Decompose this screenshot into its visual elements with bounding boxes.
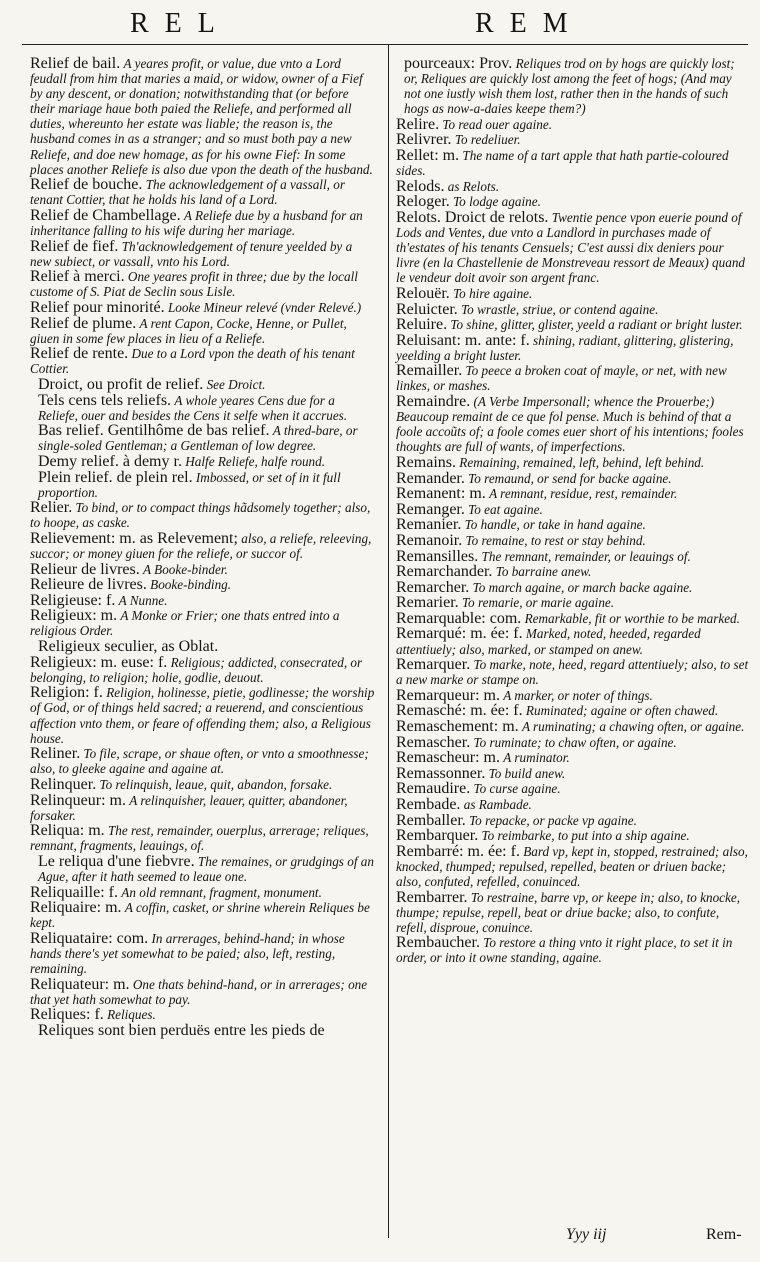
- dictionary-entry: [396, 564, 750, 579]
- entry-definition: To barraine anew.: [495, 564, 592, 580]
- entry-headword: Remains.: [396, 453, 456, 471]
- entry-headword: Rembarquer.: [396, 827, 479, 845]
- entry-headword: Relieur de livres.: [30, 560, 140, 578]
- entry-headword: Remarquable: com.: [396, 609, 522, 627]
- dictionary-entry: [30, 393, 376, 423]
- entry-definition: To file, scrape, or shaue often, or vnto a smoothnesse; also, to gleeke againe and againe at.: [30, 746, 369, 777]
- entry-headword: Remarquer.: [396, 656, 471, 674]
- entry-definition: A ruminating; a chawing often, or againe.: [521, 719, 745, 735]
- entry-definition: To build anew.: [488, 765, 566, 781]
- dictionary-entry: [396, 210, 750, 285]
- entry-headword: Relief de plume.: [30, 314, 137, 332]
- dictionary-entry: [30, 562, 376, 577]
- entry-definition: To repacke, or packe vp againe.: [469, 812, 637, 828]
- entry-definition: A remnant, residue, rest, remainder.: [489, 486, 678, 502]
- dictionary-entry: [396, 148, 750, 178]
- entry-definition: See Droict.: [206, 376, 266, 392]
- entry-definition: To reimbarke, to put into a ship againe.: [481, 828, 690, 844]
- entry-definition: The rest, remainder, ouerplus, arrerage; reliques, remnant, fragments, leauings, of.: [30, 823, 369, 854]
- dictionary-entry: [396, 363, 750, 393]
- dictionary-entry: [396, 595, 750, 610]
- entry-headword: Reloger.: [396, 193, 450, 211]
- dictionary-entry: [396, 935, 750, 965]
- dictionary-entry: [30, 177, 376, 207]
- entry-definition: Booke-binding.: [150, 577, 232, 593]
- dictionary-entry: [30, 655, 376, 685]
- dictionary-entry: [396, 890, 750, 935]
- entry-headword: Rembaucher.: [396, 934, 480, 952]
- dictionary-entry: [396, 797, 750, 812]
- dictionary-entry: [396, 611, 750, 626]
- entry-headword: Remascheur: m.: [396, 749, 500, 767]
- dictionary-entry: [396, 486, 750, 501]
- entry-definition: The remaines, or grudgings of an Ague, after it hath seemed to leaue one.: [38, 853, 374, 884]
- dictionary-entry: [30, 577, 376, 592]
- entry-definition: Bard vp, kept in, stopped, restrained; also, knocked, thumped; repulsed, repelled, beaten or driuen backe; also, confuted, refelled, conuinced.: [396, 843, 748, 889]
- entry-definition: To bind, or to compact things hãdsomely together; also, to hoope, as caske.: [30, 500, 371, 531]
- dictionary-entry: [30, 470, 376, 500]
- entry-definition: A thred-bare, or single-soled Gentleman; a Gentleman of low degree.: [38, 423, 358, 454]
- dictionary-entry: [30, 377, 376, 392]
- entry-definition: A Monke or Frier; one thats entred into a religious Order.: [30, 608, 340, 639]
- dictionary-entry: [30, 208, 376, 238]
- dictionary-entry: [30, 793, 376, 823]
- entry-definition: The name of a tart apple that hath partie-coloured sides.: [396, 148, 729, 179]
- entry-definition: To redeliuer.: [454, 132, 521, 148]
- dictionary-entry: [396, 735, 750, 750]
- entry-headword: Religieux: m. euse: f.: [30, 653, 168, 671]
- entry-headword: Relief de Chambellage.: [30, 206, 181, 224]
- dictionary-entry: [396, 580, 750, 595]
- entry-headword: Demy relief. à demy r.: [38, 452, 182, 470]
- dictionary-entry: [396, 302, 750, 317]
- entry-definition: One thats behind-hand, or in arrerages; one that yet hath somewhat to pay.: [30, 976, 368, 1007]
- entry-headword: Remanier.: [396, 516, 462, 534]
- entry-headword: Reliquaire: m.: [30, 899, 122, 917]
- entry-headword: Relouër.: [396, 284, 450, 302]
- entry-headword: Remarier.: [396, 594, 459, 612]
- dictionary-entry: [396, 626, 750, 656]
- entry-definition: To handle, or take in hand againe.: [464, 517, 646, 533]
- running-head-left: REL: [130, 8, 231, 39]
- entry-headword: Relire.: [396, 115, 440, 133]
- entry-headword: Remaudire.: [396, 780, 471, 798]
- entry-headword: Rembarrer.: [396, 888, 468, 906]
- dictionary-entry: [396, 317, 750, 332]
- entry-definition: Th'acknowledgement of tenure yeelded by a new subiect, or vassall, vnto his Lord.: [30, 238, 353, 269]
- signature-mark: Yyy iij: [566, 1226, 607, 1243]
- entry-headword: Remailler.: [396, 362, 463, 380]
- entry-headword: Relief de bouche.: [30, 176, 143, 194]
- dictionary-entry: [396, 56, 750, 116]
- entry-definition: To lodge againe.: [453, 194, 541, 210]
- entry-headword: Remanger.: [396, 500, 465, 518]
- dictionary-entry: [30, 316, 376, 346]
- entry-headword: Remanent: m.: [396, 485, 486, 503]
- entry-definition: Imbossed, or set of in it full proportion.: [38, 469, 341, 500]
- dictionary-entry: [396, 179, 750, 194]
- dictionary-entry: [30, 531, 376, 561]
- dictionary-entry: [30, 239, 376, 269]
- entry-definition: A marker, or noter of things.: [503, 687, 653, 703]
- dictionary-entry: [30, 454, 376, 469]
- dictionary-entry: [396, 132, 750, 147]
- dictionary-entry: [396, 455, 750, 470]
- dictionary-entry: [396, 471, 750, 486]
- entry-definition: An old remnant, fragment, monument.: [121, 884, 322, 900]
- entry-definition: A yeares profit, or value, due vnto a Lord feudall from him that maries a maid, or widow, owner of a Fief by any descent, or donation; notwithstanding that (or before their mariage haue both paied the Reliefe, and performed all duties, whereunto her estate was liable; the reason is, the husband comes in as a stranger; and so must both pay a new Reliefe, and doe new homage, as for his owne Fief: In some places another Reliefe is also due vpon the death of the husband.: [30, 56, 373, 177]
- entry-definition: To marke, note, heed, regard attentiuely; also, to set a new marke or stampe on.: [396, 657, 749, 688]
- entry-definition: To ruminate; to chaw often, or againe.: [473, 734, 677, 750]
- entry-definition: A ruminator.: [503, 750, 570, 766]
- entry-headword: Remarqué: m. ée: f.: [396, 625, 523, 643]
- entry-definition: Due to a Lord vpon the death of his tenant Cottier.: [30, 346, 355, 377]
- dictionary-entry: [30, 1007, 376, 1022]
- dictionary-entry: [30, 423, 376, 453]
- entry-headword: Reluicter.: [396, 300, 458, 318]
- entry-headword: Remaindre.: [396, 393, 471, 411]
- entry-definition: To curse againe.: [473, 781, 561, 797]
- dictionary-entry: [396, 502, 750, 517]
- entry-definition: To march againe, or march backe againe.: [472, 579, 693, 595]
- dictionary-entry: [30, 900, 376, 930]
- entry-headword: Relievement: m. as Relevement;: [30, 529, 238, 547]
- entry-definition: Ruminated; againe or often chawed.: [525, 703, 719, 719]
- entry-headword: Relinqueur: m.: [30, 791, 126, 809]
- entry-headword: Reliques: f.: [30, 1006, 104, 1024]
- entry-definition: also, a reliefe, releeving, succor; or money giuen for the reliefe, or succor of.: [30, 530, 372, 561]
- entry-headword: Plein relief. de plein rel.: [38, 468, 193, 486]
- entry-definition: To remarie, or marie againe.: [461, 595, 615, 611]
- entry-headword: Remarchander.: [396, 563, 493, 581]
- entry-definition: Looke Mineur relevé (vnder Relevé.): [167, 300, 362, 315]
- entry-headword: Rellet: m.: [396, 147, 460, 165]
- dictionary-entry: [396, 828, 750, 843]
- entry-headword: Reluire.: [396, 316, 448, 334]
- entry-headword: Reliqua: m.: [30, 822, 105, 840]
- entry-headword: Remander.: [396, 469, 465, 487]
- dictionary-entry: [396, 533, 750, 548]
- dictionary-entry: [396, 549, 750, 564]
- dictionary-entry: [396, 286, 750, 301]
- entry-headword: Relieure de livres.: [30, 576, 147, 594]
- entry-headword: Relief pour minorité.: [30, 299, 165, 316]
- dictionary-entry: [30, 746, 376, 776]
- entry-headword: Remballer.: [396, 811, 466, 829]
- entry-definition: To relinquish, leaue, quit, abandon, forsake.: [99, 776, 333, 792]
- dictionary-entry: [30, 685, 376, 745]
- entry-headword: Reliner.: [30, 745, 81, 763]
- entry-definition: A whole yeares Cens due for a Reliefe, ouer and besides the Cens it selfe when it accrues.: [38, 392, 348, 423]
- dictionary-entry: [396, 688, 750, 703]
- entry-definition: Twentie pence vpon euerie pound of Lods and Ventes, due vnto a Landlord in purchases made of th'estates of his tenants Censuels; C'est aussi dix deniers pour livre (en la Chastellenie de Monstreveau ressort de Meaux) quand le vendeur doit avoir son argent franc.: [396, 209, 746, 286]
- entry-headword: Reliquateur: m.: [30, 975, 130, 993]
- dictionary-entry: [396, 657, 750, 687]
- dictionary-entry: [30, 639, 376, 654]
- entry-headword: Remanoir.: [396, 531, 463, 549]
- dictionary-entry: [30, 269, 376, 299]
- entry-definition: Remaining, remained, left, behind, left behind.: [459, 454, 705, 470]
- entry-headword: Droict, ou profit de relief.: [38, 375, 204, 393]
- entry-definition: To shine, glitter, glister, yeeld a radiant or bright luster.: [450, 317, 743, 333]
- dictionary-entry: [30, 593, 376, 608]
- entry-definition: as Rambade.: [463, 797, 532, 812]
- dictionary-entry: [30, 608, 376, 638]
- dictionary-entry: [396, 766, 750, 781]
- entry-definition: A Booke-binder.: [143, 561, 228, 577]
- dictionary-entry: [30, 300, 376, 315]
- entry-definition: Religious; addicted, consecrated, or belonging, to religion; holie, godlie, deuout.: [30, 654, 363, 685]
- dictionary-entry: [30, 1023, 376, 1038]
- entry-headword: Religieux: m.: [30, 607, 118, 625]
- entry-definition: To remaine, to rest or stay behind.: [465, 532, 646, 548]
- entry-definition: Halfe Reliefe, halfe round.: [185, 453, 326, 469]
- entry-headword: pourceaux: Prov.: [404, 55, 513, 72]
- entry-definition: shining, radiant, glittering, glistering, yeelding a bright luster.: [396, 332, 734, 363]
- entry-headword: Remaschement: m.: [396, 718, 519, 736]
- dictionary-entry: [396, 333, 750, 363]
- entry-headword: Reliquataire: com.: [30, 929, 149, 947]
- entry-headword: Relief de fief.: [30, 237, 119, 255]
- entry-headword: Religieux seculier, as Oblat.: [38, 638, 219, 656]
- dictionary-entry: [396, 719, 750, 734]
- entry-definition: (A Verbe Impersonall; whence the Prouerbe;) Beaucoup remaint de ce que fol pense. Much is behind of that a foole accoũts of; a foole comes euer short of his intentions; fooles thoughts are full of wants, of imperfections.: [396, 394, 744, 455]
- dictionary-entry: [30, 777, 376, 792]
- entry-headword: Rembarré: m. ée: f.: [396, 842, 520, 860]
- entry-headword: Relods.: [396, 177, 445, 195]
- entry-definition: To hire againe.: [453, 285, 533, 301]
- entry-headword: Relief à merci.: [30, 268, 125, 286]
- header-rule: [22, 44, 748, 45]
- entry-definition: Religion, holinesse, pietie, godlinesse; the worship of God, or of things held sacred; a reuerend, and conscientious affection vnto them, or feare of offending them; also, a Religious house.: [30, 685, 375, 746]
- entry-headword: Relinquer.: [30, 775, 97, 793]
- entry-headword: Remansilles.: [396, 547, 479, 565]
- dictionary-entry: [396, 703, 750, 718]
- entry-headword: Bas relief. Gentilhôme de bas relief.: [38, 422, 270, 440]
- entry-headword: Relots. Droict de relots.: [396, 208, 549, 226]
- dictionary-entry: [30, 931, 376, 976]
- entry-headword: Remarcher.: [396, 578, 470, 596]
- entry-definition: A Nunne.: [118, 592, 168, 608]
- entry-definition: To wrastle, striue, or contend againe.: [461, 301, 659, 317]
- dictionary-entry: [30, 56, 376, 177]
- entry-headword: Remarqueur: m.: [396, 686, 500, 704]
- dictionary-entry: [30, 977, 376, 1007]
- entry-definition: To read ouer againe.: [442, 116, 553, 132]
- entry-definition: Remarkable, fit or worthie to be marked.: [524, 610, 740, 626]
- entry-definition: as Relots.: [447, 178, 500, 194]
- entry-headword: Remasché: m. ée: f.: [396, 702, 523, 720]
- entry-definition: The remnant, remainder, or leauings of.: [481, 548, 691, 564]
- entry-definition: A rent Capon, Cocke, Henne, or Pullet, giuen in some few places in lieu of a Reliefe.: [30, 315, 347, 346]
- entry-headword: Relief de rente.: [30, 345, 129, 363]
- entry-definition: Reliques.: [107, 1007, 156, 1023]
- entry-definition: Reliques trod on by hogs are quickly lost; or, Reliques are quickly lost among the feet of hogs; (And may not one iustly wish them lost, rather then in the hands of such hogs as now-a-daies keepe them?): [404, 56, 735, 117]
- dictionary-entry: [396, 750, 750, 765]
- dictionary-entry: [396, 813, 750, 828]
- dictionary-entry: [30, 885, 376, 900]
- entry-definition: To eat againe.: [468, 501, 543, 517]
- dictionary-entry: [396, 844, 750, 889]
- entry-headword: Tels cens tels reliefs.: [38, 391, 172, 409]
- dictionary-entry: [30, 500, 376, 530]
- entry-definition: Marked, noted, heeded, regarded attentiuely; also, marked, or stamped on anew.: [396, 626, 701, 657]
- entry-definition: In arrerages, behind-hand; in whose hands there's yet somewhat to be paied; also, left, resting, remaining.: [30, 930, 345, 977]
- entry-headword: Religion: f.: [30, 684, 103, 702]
- entry-headword: Reliquaille: f.: [30, 883, 118, 901]
- entry-headword: Reliques sont bien perduës entre les pieds de: [38, 1021, 325, 1039]
- entry-headword: Religieuse: f.: [30, 591, 116, 609]
- dictionary-entry: [396, 194, 750, 209]
- entry-headword: Relief de bail.: [30, 55, 121, 72]
- entry-headword: Le reliqua d'une fiebvre.: [38, 852, 195, 870]
- entry-definition: To restraine, barre vp, or keepe in; also, to knocke, thumpe; repulse, repell, beat or driue backe; also, to confute, refell, disproue, conuince.: [396, 889, 741, 935]
- catchword: Rem-: [706, 1226, 742, 1243]
- right-column: [396, 56, 750, 966]
- dictionary-entry: [396, 394, 750, 454]
- entry-headword: Remassonner.: [396, 764, 486, 782]
- left-column: [30, 56, 376, 1039]
- entry-definition: A Reliefe due by a husband for an inheritance falling to his wife during her mariage.: [30, 207, 363, 239]
- entry-definition: The acknowledgement of a vassall, or tenant Cottier, that he holds his land of a Lord.: [30, 177, 345, 208]
- entry-headword: Relivrer.: [396, 131, 452, 149]
- entry-headword: Reluisant: m. ante: f.: [396, 331, 530, 349]
- entry-definition: To remaund, or send for backe againe.: [468, 470, 672, 486]
- dictionary-entry: [396, 517, 750, 532]
- entry-definition: To restore a thing vnto it right place, to set it in order, or into it owne standing, againe.: [396, 935, 733, 966]
- entry-headword: Relier.: [30, 499, 73, 517]
- entry-definition: To peece a broken coat of mayle, or net, with new linkes, or mashes.: [396, 363, 727, 394]
- entry-headword: Remascher.: [396, 733, 471, 751]
- dictionary-entry: [396, 781, 750, 796]
- column-rule: [388, 44, 389, 1238]
- dictionary-entry: [30, 823, 376, 853]
- dictionary-entry: [396, 117, 750, 132]
- entry-definition: A coffin, casket, or shrine wherein Reliques be kept.: [30, 900, 370, 931]
- running-head-right: REM: [475, 8, 584, 39]
- entry-headword: Rembade.: [396, 796, 461, 813]
- dictionary-entry: [30, 854, 376, 884]
- entry-definition: A relinquisher, leauer, quitter, abandoner, forsaker.: [30, 792, 348, 823]
- entry-definition: One yeares profit in three; due by the locall custome of S. Piat de Seclin sous Lisle.: [30, 269, 358, 300]
- dictionary-entry: [30, 346, 376, 376]
